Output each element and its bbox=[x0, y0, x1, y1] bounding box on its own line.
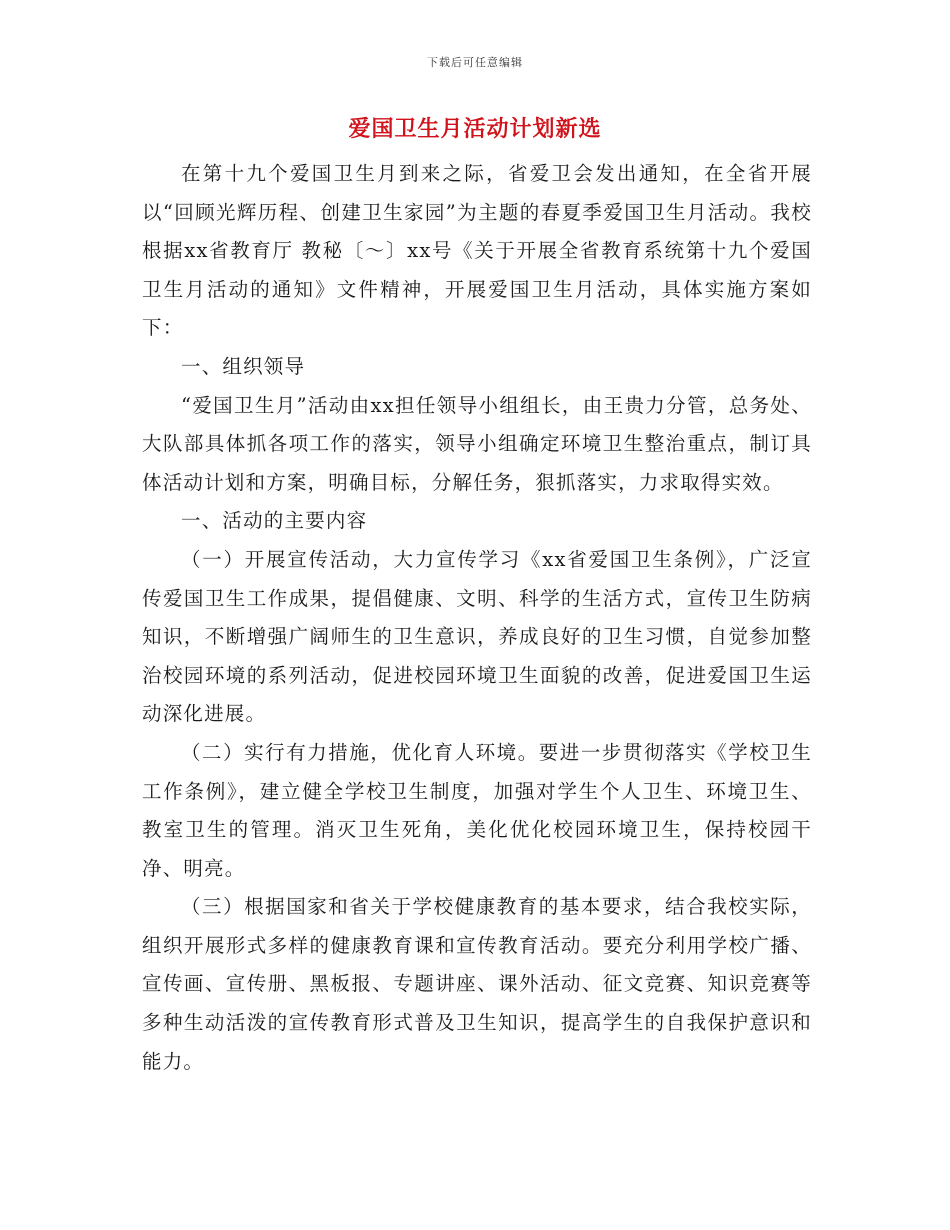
document-title: 爱国卫生月活动计划新选 bbox=[348, 116, 602, 142]
item-paragraph-2: （二）实行有力措施，优化育人环境。要进一步贯彻落实《学校卫生工作条例》，建立健全学校卫生制度，加强对学生个人卫生、环境卫生、教室卫生的管理。消灭卫生死角，美化优化校园环境卫生，保持校园干净、明亮。 bbox=[142, 740, 812, 880]
page-header-note: 下载后可任意编辑 bbox=[427, 56, 523, 69]
intro-paragraph: 在第十九个爱国卫生月到来之际，省爱卫会发出通知，在全省开展以“回顾光辉历程、创建卫生家园”为主题的春夏季爱国卫生月活动。我校根据xx省教育厅 教秘〔～〕xx号《关于开展全省教育系统第十九个爱国卫生月活动的通知》文件精神，开展爱国卫生月活动，具体实施方案如下： bbox=[142, 162, 812, 340]
item-paragraph-1: （一）开展宣传活动，大力宣传学习《xx省爱国卫生条例》，广泛宣传爱国卫生工作成果，提倡健康、文明、科学的生活方式，宣传卫生防病知识，不断增强广阔师生的卫生意识，养成良好的卫生习惯，自觉参加整治校园环境的系列活动，促进校园环境卫生面貌的改善，促进爱国卫生运动深化进展。 bbox=[142, 547, 812, 726]
document-body bbox=[142, 155, 812, 1081]
organization-paragraph: “爱国卫生月”活动由xx担任领导小组组长，由王贵力分管，总务处、大队部具体抓各项工作的落实，领导小组确定环境卫生整治重点，制订具体活动计划和方案，明确目标，分解任务，狠抓落实，力求取得实效。 bbox=[142, 393, 812, 494]
section-heading-main-content: 一、活动的主要内容 bbox=[181, 509, 368, 533]
section-heading-organization: 一、组织领导 bbox=[181, 354, 306, 378]
item-paragraph-3: （三）根据国家和省关于学校健康教育的基本要求，结合我校实际，组织开展形式多样的健康教育课和宣传教育活动。要充分利用学校广播、宣传画、宣传册、黑板报、专题讲座、课外活动、征文竞赛、知识竞赛等多种生动活泼的宣传教育形式普及卫生知识，提高学生的自我保护意识和能力。 bbox=[142, 895, 812, 1073]
